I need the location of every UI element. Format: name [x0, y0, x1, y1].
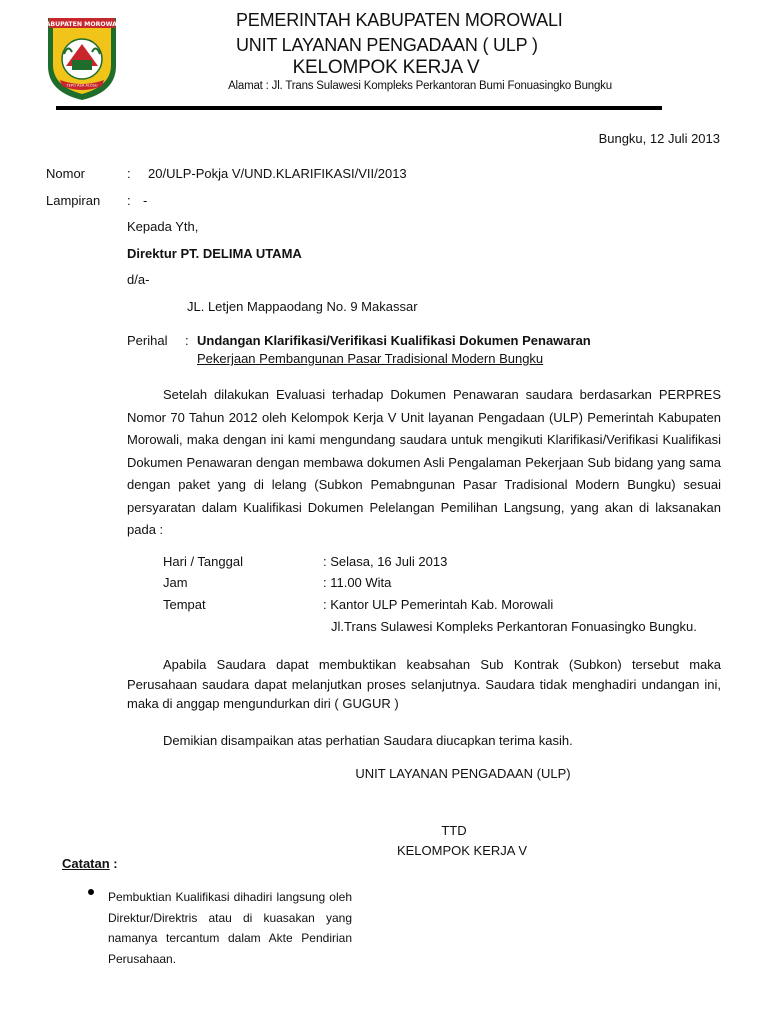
schedule-label-place: Tempat: [163, 597, 206, 612]
recipient-name: Direktur PT. DELIMA UTAMA: [127, 246, 302, 261]
subject-colon: :: [185, 333, 189, 348]
signature-group: KELOMPOK KERJA V: [396, 843, 528, 858]
header-unit: UNIT LAYANAN PENGADAAN ( ULP ): [236, 35, 538, 55]
schedule-label-time: Jam: [163, 575, 188, 590]
notes-title: [62, 856, 118, 871]
logo-banner-text: KABUPATEN MOROWALI: [40, 21, 124, 28]
subject-line-1: Undangan Klarifikasi/Verifikasi Kualifikasi Dokumen Penawaran: [197, 333, 591, 348]
closing-sentence: Demikian disampaikan atas perhatian Saudara diucapkan terima kasih.: [163, 733, 573, 748]
body-paragraph-2: [127, 655, 721, 714]
nomor-value: 20/ULP-Pokja V/UND.KLARIFIKASI/VII/2013: [148, 166, 407, 181]
schedule-value-day: : Selasa, 16 Juli 2013: [323, 554, 448, 569]
schedule-value-place-line-2: Jl.Trans Sulawesi Kompleks Perkantoran Fonuasingko Bungku.: [331, 619, 697, 634]
bullet-icon: [88, 889, 94, 895]
lampiran-colon: :: [127, 193, 131, 208]
notes-title-text: Catatan: [62, 856, 110, 871]
recipient-greeting: Kepada Yth,: [127, 219, 199, 234]
body-paragraph-2-text: Apabila Saudara dapat membuktikan keabsahan Sub Kontrak (Subkon) tersebut maka Perusahaan saudara dapat melanjutkan proses selanjutnya. Saudara tidak menghadiri undangan ini, maka di anggap mengundurkan diri ( GUGUR ): [127, 657, 721, 711]
header-working-group: KELOMPOK KERJA V: [292, 57, 480, 78]
note-item: Pembuktian Kualifikasi dihadiri langsung oleh Direktur/Direktris atau di kuasakan yang namanya tercantum dalam Akte Pendirian Perusahaan.: [108, 890, 352, 966]
header-address: Alamat : Jl. Trans Sulawesi Kompleks Perkantoran Bumi Fonuasingko Bungku: [228, 80, 612, 92]
signature-ttd: TTD: [441, 823, 467, 838]
lampiran-label: Lampiran: [46, 193, 101, 208]
regency-coat-of-arms-icon: [40, 14, 124, 102]
header-government: PEMERINTAH KABUPATEN MOROWALI: [236, 10, 563, 30]
recipient-address: JL. Letjen Mappaodang No. 9 Makassar: [187, 299, 418, 314]
nomor-label: Nomor: [46, 166, 86, 181]
recipient-care-of: d/a-: [127, 272, 150, 287]
subject-label: Perihal: [127, 333, 168, 348]
regency-logo: [40, 14, 124, 102]
notes-title-suffix: :: [109, 856, 118, 871]
schedule-label-day: Hari / Tanggal: [163, 554, 243, 569]
logo-motto-text: TEPO ASA ALOSU: [66, 83, 98, 88]
lampiran-value: -: [143, 193, 148, 208]
schedule-value-place: : Kantor ULP Pemerintah Kab. Morowali: [323, 597, 554, 612]
subject-line-2: Pekerjaan Pembangunan Pasar Tradisional Modern Bungku: [197, 351, 544, 366]
nomor-colon: :: [127, 166, 131, 181]
header-divider: [56, 106, 662, 110]
schedule-value-time: : 11.00 Wita: [323, 575, 392, 590]
letter-date: Bungku, 12 Juli 2013: [598, 131, 720, 146]
body-paragraph-1: [127, 384, 721, 542]
signature-org: UNIT LAYANAN PENGADAAN (ULP): [355, 766, 571, 781]
body-paragraph-1-text: Setelah dilakukan Evaluasi terhadap Dokumen Penawaran saudara berdasarkan PERPRES Nomor 70 Tahun 2012 oleh Kelompok Kerja V Unit layanan Pengadaan (ULP) Pemerintah Kabupaten Morowali, maka dengan ini kami mengundang saudara untuk mengikuti Klarifikasi/Verifikasi Kualifikasi Dokumen Penawaran dengan membawa dokumen Asli Pengalaman Pekerjaan Sub bidang yang sama dengan paket yang di lelang (Subkon Pemabngunan Pasar Tradisional Modern Bungku) sesuai persyaratan dalam Kualifikasi Dokumen Pelelangan Pemilihan Langsung, yang akan di laksanakan pada :: [127, 387, 721, 537]
